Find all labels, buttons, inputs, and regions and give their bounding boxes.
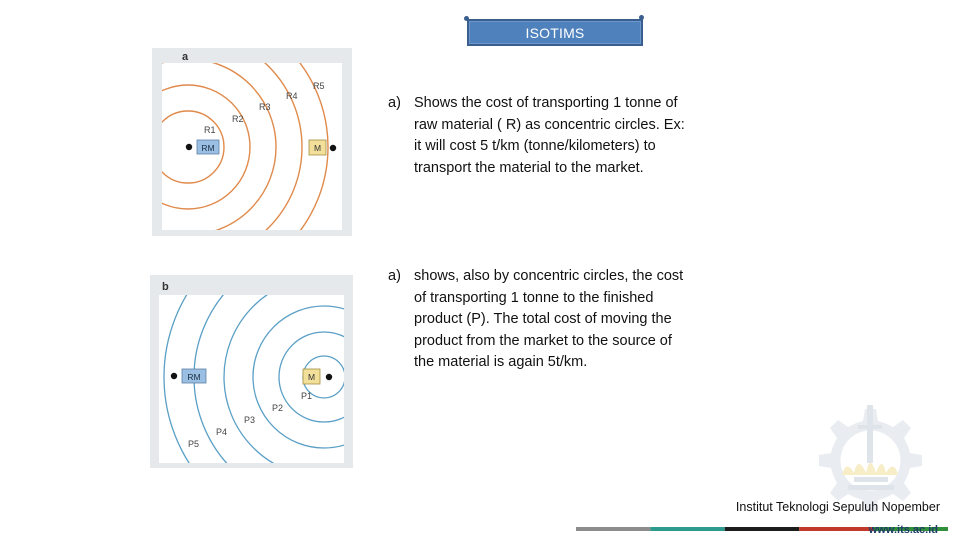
description-a-text: Shows the cost of transporting 1 tonne of raw material ( R) as concentric circles. Ex: it will cost 5 t/km (tonne/kilometers) to transport the material to the market. bbox=[414, 95, 685, 176]
figure-a-svg bbox=[152, 48, 352, 236]
ring-label-p1: P1 bbox=[301, 391, 313, 401]
description-a bbox=[388, 93, 693, 203]
description-b-marker: a) bbox=[388, 268, 401, 284]
m-point-icon bbox=[330, 145, 336, 151]
footer-bar-segment bbox=[576, 527, 650, 531]
figure-b-svg bbox=[150, 275, 353, 468]
rm-label-b: RM bbox=[187, 372, 201, 382]
slide-title: ISOTIMS bbox=[525, 24, 585, 41]
rm-label: RM bbox=[201, 143, 215, 153]
m-point-icon-b bbox=[326, 374, 332, 380]
ring-label-p3: P3 bbox=[244, 415, 256, 425]
ring-label-p4: P4 bbox=[216, 427, 228, 437]
title-dot-right bbox=[639, 15, 644, 20]
footer-website-link[interactable]: www.its.ac.id bbox=[868, 524, 938, 536]
description-b-text: shows, also by concentric circles, the cost of transporting 1 tonne to the finished product (P). The total cost of moving the product from the market to the source of the material is again 5t/km. bbox=[414, 268, 684, 370]
m-label-b: M bbox=[307, 372, 316, 382]
slide-title-box bbox=[467, 19, 643, 46]
ring-label-r3: R3 bbox=[259, 102, 271, 112]
figure-b-isotims-product bbox=[150, 275, 353, 468]
m-label: M bbox=[313, 143, 322, 153]
ring-label-r5: R5 bbox=[313, 81, 325, 91]
footer-institution: Institut Teknologi Sepuluh Nopember bbox=[735, 500, 940, 514]
description-a-marker: a) bbox=[388, 95, 401, 111]
ring-label-r4: R4 bbox=[286, 91, 298, 101]
description-b bbox=[388, 266, 693, 398]
title-dot-left bbox=[464, 16, 469, 21]
footer-bar-segment bbox=[799, 527, 873, 531]
footer-bar-segment bbox=[650, 527, 724, 531]
footer-bar-segment bbox=[725, 527, 799, 531]
rm-point-icon-b bbox=[171, 373, 177, 379]
ring-label-p5: P5 bbox=[188, 439, 200, 449]
ring-label-r2: R2 bbox=[232, 114, 244, 124]
footer-color-bar bbox=[576, 518, 948, 522]
figure-b-panel-label: b bbox=[162, 281, 169, 293]
rm-point-icon bbox=[186, 144, 192, 150]
figure-a-panel-label: a bbox=[182, 51, 189, 63]
ring-label-p2: P2 bbox=[272, 403, 284, 413]
ring-label-r1: R1 bbox=[204, 125, 216, 135]
figure-a-isotims-raw-material bbox=[152, 48, 352, 236]
